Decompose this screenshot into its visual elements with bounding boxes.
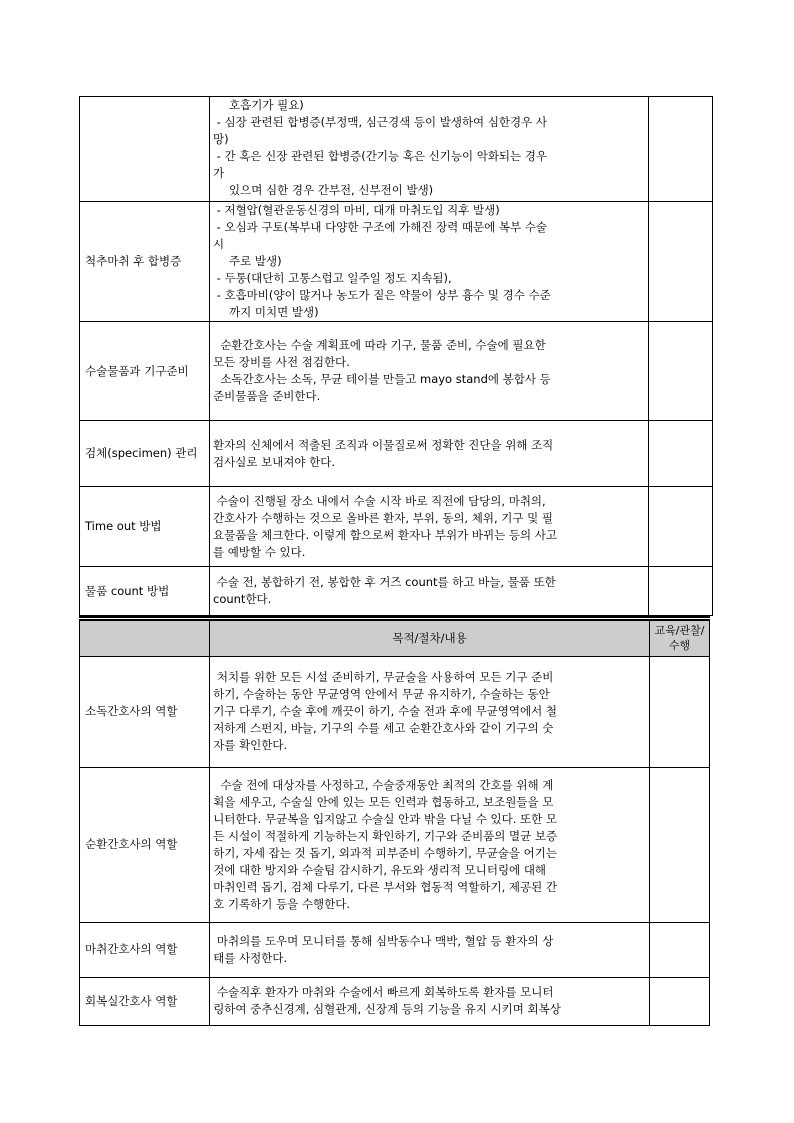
content-line: 호 기록하기 등을 수행한다. [213,896,351,911]
content-line: - 심장 관련된 합병증(부정맥, 심근경색 등이 발생하여 심한경우 사 [213,115,548,129]
content-line: 자를 확인한다. [213,738,288,752]
content-line: 마취인력 돕기, 검체 다루기, 다른 부서와 협동적 역할하기, 제공된 간 [213,879,558,894]
content-line: - 오심과 구토(복부내 다양한 구조에 가해진 장력 때문에 복부 수술 [213,220,548,234]
content-line: 요물품을 체크한다. 이렇게 함으로써 환자나 부위가 바뀌는 등의 사고 [213,527,557,542]
content-line: 처치를 위한 모든 시설 준비하기, 무균술을 사용하여 모든 기구 준비 [213,670,554,684]
header-category-cell [80,620,210,656]
content-line: 수술 전에 대상자를 사정하고, 수술중재동안 최적의 간호를 위해 계 [213,777,554,792]
check-cell [649,767,709,922]
table-row [80,487,713,567]
header-check-cell: 교육/관찰/수행 [649,620,709,656]
check-cell [649,421,713,487]
table-row [80,421,713,487]
content-line: 주로 발생) [229,254,282,268]
content-line: 것에 대한 방지와 수술팀 감시하기, 유도와 생리적 모니터링에 대해 [213,862,547,877]
content-cell [210,767,650,922]
check-cell [649,487,713,567]
content-cell [210,656,650,767]
procedure-table-2 [79,619,710,1026]
content-line: 소독간호사는 소독, 무균 테이블 만들고 mayo stand에 봉합사 등 [213,372,551,386]
category-cell: 회복실간호사 역할 [80,977,210,1025]
content-line: 준비물품을 준비한다. [213,389,321,403]
content-line: 하기, 자세 잡는 것 돕기, 외과적 피부준비 수행하기, 무균술을 어기는 [213,845,558,860]
content-line: 간호사가 수행하는 것으로 올바른 환자, 부위, 동의, 체위, 기구 및 필 [213,510,554,525]
content-cell [210,202,649,322]
content-line: 가 [213,166,225,180]
content-cell [210,322,649,421]
content-line: 를 예방할 수 있다. [213,544,306,559]
check-cell [649,922,709,977]
content-line: 망) [213,132,229,146]
check-cell [649,322,713,421]
content-line: count한다. [213,592,272,606]
procedure-table-1 [79,96,713,616]
table-row [80,567,713,616]
table-divider [79,616,710,618]
content-line: 수술이 진행될 장소 내에서 수술 시작 바로 직전에 담당의, 마취의, [213,493,546,508]
category-cell: 물품 count 방법 [80,567,210,616]
check-cell [649,567,713,616]
content-cell [210,922,650,977]
content-line: 모든 장비를 사전 점검한다. [213,355,350,369]
content-line: 까지 미치면 발생) [229,305,319,319]
content-line: 태를 사정한다. [213,950,288,965]
content-line: 하기, 수술하는 동안 무균영역 안에서 무균 유지하기, 수술하는 동안 [213,687,550,701]
category-cell: 척추마취 후 합병증 [80,202,210,322]
content-cell [210,97,649,202]
content-line: 환자의 신체에서 적출된 조직과 이물질로써 정확한 진단을 위해 조직 [213,437,554,452]
content-line: 니터한다. 무균복을 입지않고 수술실 안과 밖을 다닐 수 있다. 또한 모 [213,811,558,826]
category-cell: 순환간호사의 역할 [80,767,210,922]
table-row [80,97,713,202]
content-line: 수술직후 환자가 마취와 수술에서 빠르게 회복하도록 환자를 모니터 [213,985,554,999]
table-row [80,767,710,922]
content-line: 시 [213,237,225,251]
content-line: 검사실로 보내져야 한다. [213,454,336,469]
content-line: - 간 혹은 신장 관련된 합병증(간기능 혹은 신기능이 악화되는 경우 [213,149,548,163]
content-line: - 저혈압(혈관운동신경의 마비, 대개 마취도입 직후 발생) [213,203,500,217]
content-cell [210,977,650,1025]
content-line: 획을 세우고, 수술실 안에 있는 모든 인력과 협동하고, 보조원들을 모 [213,794,554,809]
category-cell: Time out 방법 [80,487,210,567]
category-cell: 소독간호사의 역할 [80,656,210,767]
content-line: 링하여 중추신경계, 심혈관계, 신장계 등의 기능을 유지 시키며 회복상 [213,1002,561,1016]
table-row [80,922,710,977]
content-line: 수술 전, 봉합하기 전, 봉합한 후 거즈 count를 하고 바늘, 물품 또한 [213,575,556,589]
content-line: 호흡기가 필요) [229,98,304,112]
check-cell [649,977,709,1025]
table-row [80,656,710,767]
content-line: 마취의를 도우며 모니터를 통해 심박동수나 맥박, 혈압 등 환자의 상 [213,933,554,948]
content-line: - 호흡마비(양이 많거나 농도가 짙은 약물이 상부 흉수 및 경수 수준 [213,288,551,302]
content-cell [210,487,649,567]
content-line: 든 시설이 적절하게 기능하는지 확인하기, 기구와 준비품의 멸균 보증 [213,828,558,843]
content-line: 저하게 스펀지, 바늘, 기구의 수를 세고 순환간호사와 같이 기구의 숫 [213,721,554,735]
content-cell [210,421,649,487]
content-line: 순환간호사는 수술 계획표에 따라 기구, 물품 준비, 수술에 필요한 [213,338,546,352]
content-line: 있으며 심한 경우 간부전, 신부전이 발생) [229,183,434,197]
table-row [80,977,710,1025]
category-cell: 마취간호사의 역할 [80,922,210,977]
table-header-row [80,620,710,656]
category-cell: 수술물품과 기구준비 [80,322,210,421]
category-cell: 검체(specimen) 관리 [80,421,210,487]
check-cell [649,202,713,322]
check-cell [649,97,713,202]
table-row [80,322,713,421]
content-line: 기구 다루기, 수술 후에 깨끗이 하기, 수술 전과 후에 무균영역에서 철 [213,704,558,718]
content-cell [210,567,649,616]
content-line: - 두통(대단히 고통스럽고 일주일 정도 지속됨), [213,271,452,285]
header-content-cell: 목적/절차/내용 [210,620,650,656]
table-row [80,202,713,322]
check-cell [649,656,709,767]
category-cell [80,97,210,202]
